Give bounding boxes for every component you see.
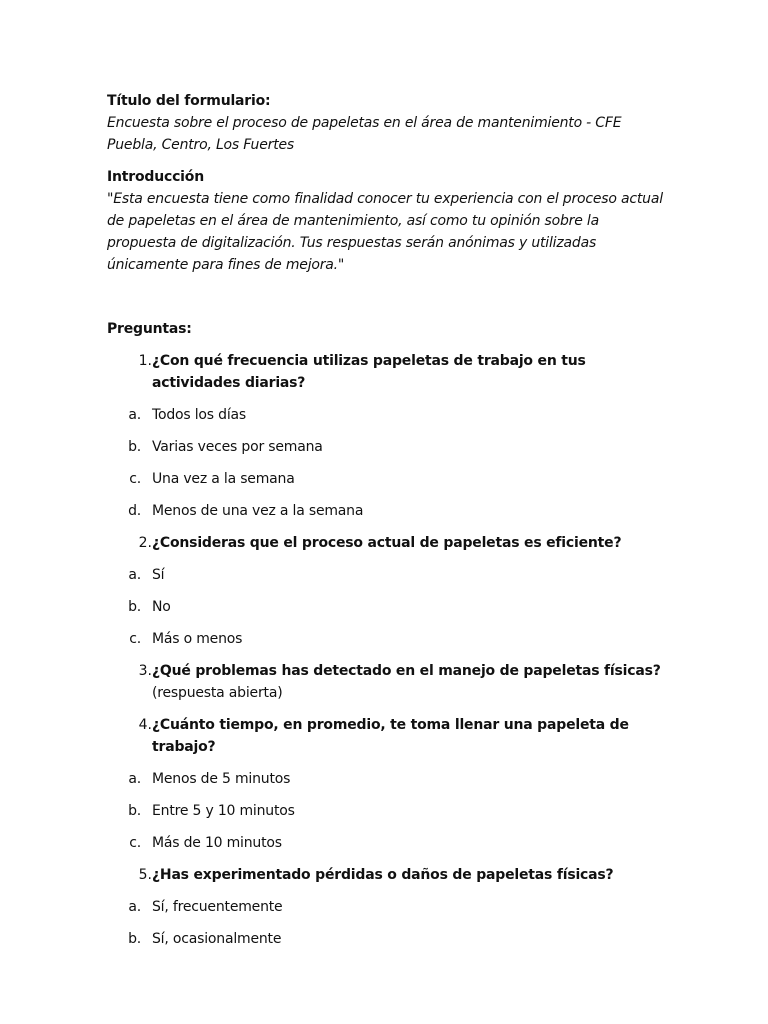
option-text: Sí <box>152 567 165 583</box>
option-letter: c. <box>129 471 141 487</box>
question-text: ¿Cuánto tiempo, en promedio, te toma llenar una papeleta de trabajo? <box>152 717 629 755</box>
question-body <box>152 350 667 394</box>
option-letter: a. <box>128 407 141 423</box>
option-letter-cell <box>107 768 152 790</box>
question-body <box>152 714 667 758</box>
option-text: Sí, frecuentemente <box>152 899 283 915</box>
question-body <box>152 864 667 886</box>
question-number: 5. <box>138 867 152 883</box>
question-item <box>107 660 667 704</box>
question-text: ¿Has experimentado pérdidas o daños de papeletas físicas? <box>152 867 614 883</box>
intro-label: Introducción <box>107 169 204 185</box>
question-text: ¿Con qué frecuencia utilizas papeletas de trabajo en tus actividades diarias? <box>152 353 586 391</box>
question-body <box>152 660 667 704</box>
option-text: Una vez a la semana <box>152 471 295 487</box>
questions-label: Preguntas: <box>107 321 192 337</box>
intro-section <box>107 166 667 276</box>
option-text: Más de 10 minutos <box>152 835 282 851</box>
answer-option <box>107 800 667 822</box>
intro-text: "Esta encuesta tiene como finalidad conocer tu experiencia con el proceso actual de papeletas en el área de mantenimiento, así como tu opinión sobre la propuesta de digitalización. Tus respuestas serán anónimas y utilizadas únicamente para fines de mejora." <box>107 191 663 273</box>
option-text: Sí, ocasionalmente <box>152 931 282 947</box>
questions-section <box>107 318 667 950</box>
questions-list <box>107 350 667 950</box>
question-number: 4. <box>138 717 152 733</box>
option-letter-cell <box>107 468 152 490</box>
option-letter-cell <box>107 832 152 854</box>
option-letter: a. <box>128 899 141 915</box>
answer-option <box>107 596 667 618</box>
question-body <box>152 532 667 554</box>
option-letter: b. <box>128 931 141 947</box>
question-number: 2. <box>138 535 152 551</box>
option-text: Todos los días <box>152 407 246 423</box>
answer-option <box>107 928 667 950</box>
option-letter: b. <box>128 599 141 615</box>
option-text: Varias veces por semana <box>152 439 323 455</box>
option-letter: a. <box>128 567 141 583</box>
question-text: ¿Consideras que el proceso actual de papeletas es eficiente? <box>152 535 622 551</box>
answer-option <box>107 468 667 490</box>
option-letter: b. <box>128 803 141 819</box>
question-note: (respuesta abierta) <box>152 685 283 701</box>
option-letter-cell <box>107 800 152 822</box>
question-number-cell <box>107 714 152 758</box>
option-letter-cell <box>107 628 152 650</box>
option-letter-cell <box>107 596 152 618</box>
question-item <box>107 864 667 886</box>
answer-option <box>107 500 667 522</box>
form-title-section <box>107 90 667 156</box>
option-letter-cell <box>107 436 152 458</box>
answer-option <box>107 832 667 854</box>
form-title-text: Encuesta sobre el proceso de papeletas en el área de mantenimiento - CFE Puebla, Centro, Los Fuertes <box>107 115 622 153</box>
option-letter: b. <box>128 439 141 455</box>
option-letter: d. <box>128 503 141 519</box>
question-number: 3. <box>138 663 152 679</box>
question-item <box>107 532 667 554</box>
answer-option <box>107 436 667 458</box>
form-title-label: Título del formulario: <box>107 93 271 109</box>
option-letter-cell <box>107 500 152 522</box>
question-number-cell <box>107 350 152 394</box>
answer-option <box>107 564 667 586</box>
question-number-cell <box>107 864 152 886</box>
option-text: Menos de una vez a la semana <box>152 503 364 519</box>
answer-option <box>107 404 667 426</box>
question-number-cell <box>107 532 152 554</box>
option-letter-cell <box>107 404 152 426</box>
question-number-cell <box>107 660 152 704</box>
option-text: No <box>152 599 171 615</box>
option-text: Menos de 5 minutos <box>152 771 291 787</box>
answer-option <box>107 628 667 650</box>
option-letter-cell <box>107 564 152 586</box>
question-item <box>107 714 667 758</box>
option-letter: a. <box>128 771 141 787</box>
option-letter-cell <box>107 896 152 918</box>
question-text: ¿Qué problemas has detectado en el manejo de papeletas físicas? <box>152 663 661 679</box>
option-text: Entre 5 y 10 minutos <box>152 803 295 819</box>
option-letter: c. <box>129 835 141 851</box>
option-text: Más o menos <box>152 631 243 647</box>
option-letter-cell <box>107 928 152 950</box>
question-item <box>107 350 667 394</box>
answer-option <box>107 768 667 790</box>
document-page <box>107 90 667 950</box>
answer-option <box>107 896 667 918</box>
option-letter: c. <box>129 631 141 647</box>
question-number: 1. <box>138 353 152 369</box>
